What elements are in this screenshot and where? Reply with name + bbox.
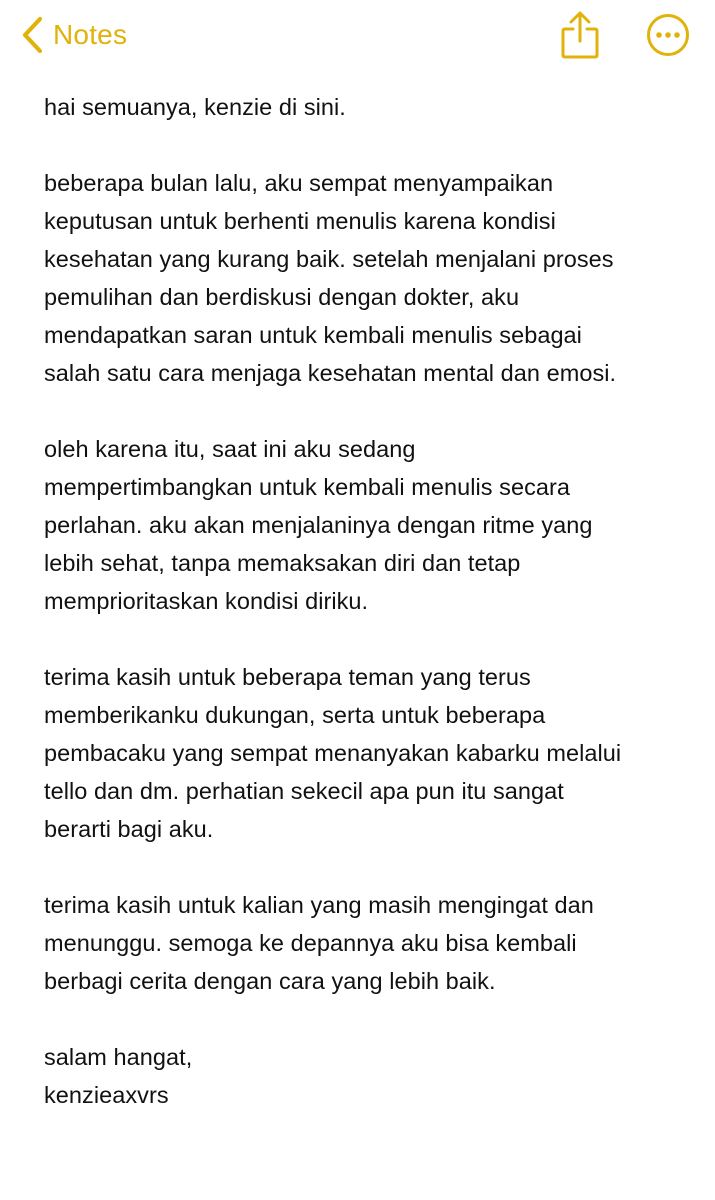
share-icon[interactable] (558, 10, 602, 60)
back-button-label: Notes (53, 19, 128, 50)
chevron-left-icon (20, 15, 44, 55)
note-paragraph-greeting: hai semuanya, kenzie di sini. (44, 94, 346, 120)
note-paragraph-plan: oleh karena itu, saat ini aku sedang mempertimbangkan untuk kembali menulis secara perlahan. aku akan menjalaninya dengan ritme yang lebih sehat, tanpa memaksakan diri dan tetap memprioritaskan kondisi diriku. (44, 436, 593, 614)
navigation-bar (0, 0, 715, 72)
ellipsis-circle-icon[interactable] (646, 13, 690, 57)
note-paragraph-background: beberapa bulan lalu, aku sempat menyampaikan keputusan untuk berhenti menulis karena kondisi kesehatan yang kurang baik. setelah menjalani proses pemulihan dan berdiskusi dengan dokter, aku mendapatkan saran untuk kembali menulis sebagai salah satu cara menjaga kesehatan mental dan emosi. (44, 170, 617, 386)
note-paragraph-thanks-readers: terima kasih untuk kalian yang masih mengingat dan menunggu. semoga ke depannya aku bisa kembali berbagi cerita dengan cara yang lebih baik. (44, 892, 594, 994)
note-body[interactable] (44, 88, 694, 1114)
note-paragraph-thanks-friends: terima kasih untuk beberapa teman yang terus memberikanku dukungan, serta untuk beberapa pembacaku yang sempat menanyakan kabarku melalui tello dan dm. perhatian sekecil apa pun itu sangat berarti bagi aku. (44, 664, 622, 842)
note-paragraph-signoff: salam hangat, kenzieaxvrs (44, 1044, 193, 1108)
back-button[interactable] (20, 12, 127, 58)
